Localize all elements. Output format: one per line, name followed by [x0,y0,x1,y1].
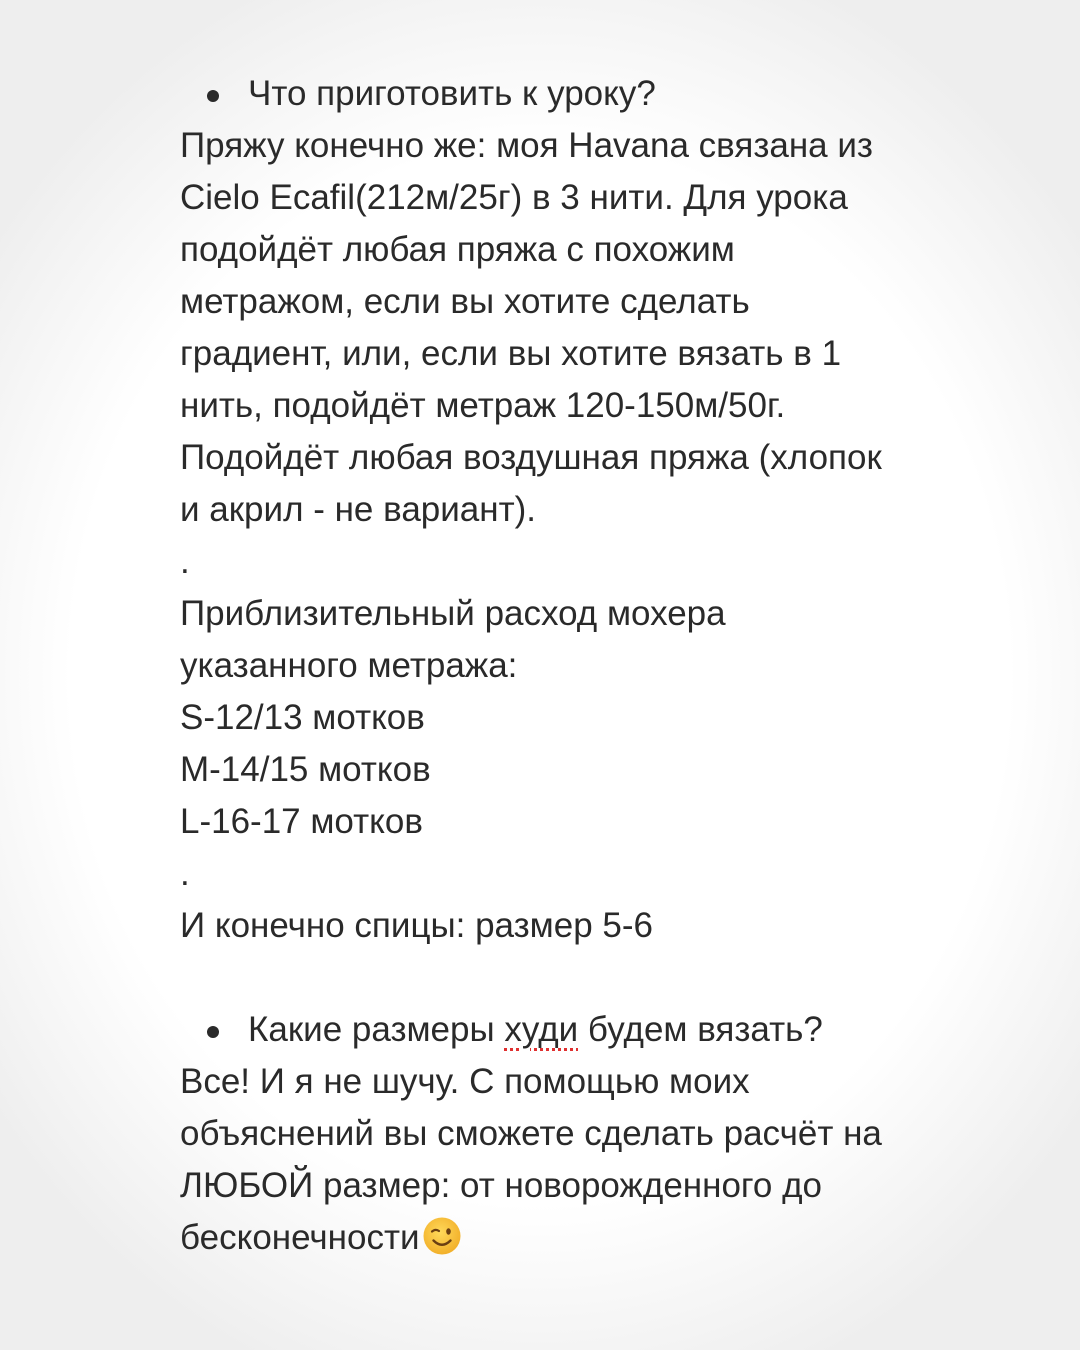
paragraph-line: метражом, если вы хотите сделать [180,282,750,321]
consumption-line: Приблизительный расход мохера [180,594,726,633]
needles-line: И конечно спицы: размер 5-6 [180,906,653,945]
separator-dot: . [180,854,190,893]
size-l-line: L-16-17 мотков [180,802,423,841]
separator-dot: . [180,542,190,581]
paragraph-line: подойдёт любая пряжа с похожим [180,230,735,269]
paragraph-line: Подойдёт любая воздушная пряжа (хлопок [180,438,882,477]
size-m-line: M-14/15 мотков [180,750,431,789]
misspelled-word[interactable]: худи [504,1010,579,1049]
paragraph-line: Пряжу конечно же: моя Havana связана из [180,126,873,165]
paragraph-line: нить, подойдёт метраж 120-150м/50г. [180,386,786,425]
paragraph-line: Cielo Ecafil(212м/25г) в 3 нити. Для урока [180,178,848,217]
paragraph-line: градиент, или, если вы хотите вязать в 1 [180,334,842,373]
last-line-text: бесконечности [180,1218,420,1257]
empty-line [180,952,1040,1004]
heading-sizes-before: Какие размеры [248,1010,505,1049]
paragraph-line: Все! И я не шучу. С помощью моих [180,1062,750,1101]
paragraph-line: ЛЮБОЙ размер: от новорожденного до [180,1166,822,1205]
consumption-line: указанного метража: [180,646,518,685]
heading-sizes-after: будем вязать? [578,1010,823,1049]
size-s-line: S-12/13 мотков [180,698,425,737]
bullet-heading-sizes [180,1004,1040,1056]
bullet-dot-icon [207,1026,219,1038]
bullet-heading-prepare [180,68,1040,120]
paragraph-line: объяснений вы сможете сделать расчёт на [180,1114,882,1153]
paragraph-line: и акрил - не вариант). [180,490,536,529]
winking-face-icon [422,1216,462,1256]
heading-prepare: Что приготовить к уроку? [248,74,656,113]
note-text[interactable] [180,68,1040,1264]
bullet-dot-icon [207,90,219,102]
paragraph-last-line [180,1212,1040,1264]
